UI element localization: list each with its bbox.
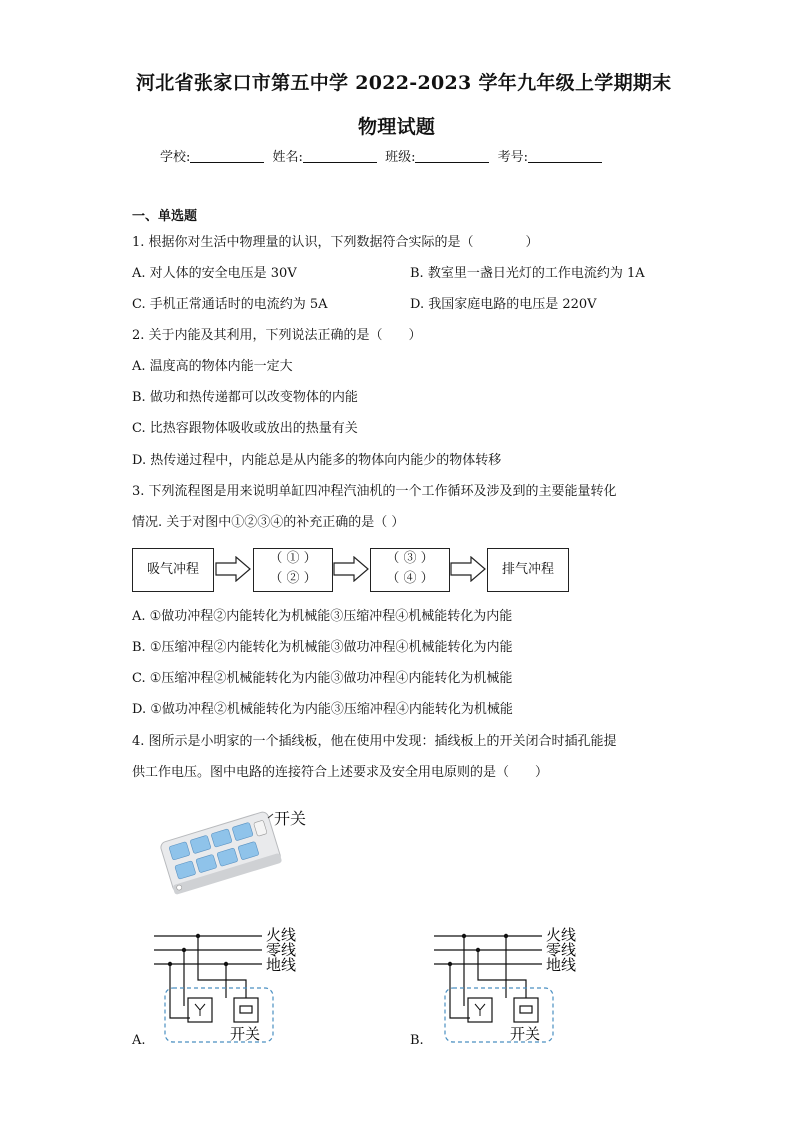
q3-stem-line2: 情况. 关于对图中①②③④的补充正确的是（ ） <box>132 515 405 530</box>
flow-exhaust-box <box>487 548 569 592</box>
q1-option-d: D. 我国家庭电路的电压是 220V <box>410 297 597 312</box>
exam-number-label: 考号: <box>497 150 528 165</box>
exam-number-blank <box>528 148 602 163</box>
page-title: 河北省张家口市第五中学 2022-2023 学年九年级上学期期末 <box>136 72 672 94</box>
flow-arrow-2 <box>332 556 370 582</box>
q1-option-a: A. 对人体的安全电压是 30V <box>132 266 297 281</box>
class-blank <box>415 148 489 163</box>
flow-box-2-top: （ ③ ） <box>386 551 434 566</box>
name-label: 姓名: <box>272 150 303 165</box>
circuit-diagram-b <box>430 918 590 1048</box>
q3-stem-line1: 3. 下列流程图是用来说明单缸四冲程汽油机的一个工作循环及涉及到的主要能量转化 <box>132 484 617 499</box>
section-title: 一、单选题 <box>132 209 198 224</box>
circuit-a-switch-label: 开关 <box>230 1025 261 1043</box>
student-info-fields <box>160 146 606 165</box>
school-blank <box>190 148 264 163</box>
class-label: 班级: <box>385 150 416 165</box>
q3-option-a: A. ①做功冲程②内能转化为机械能③压缩冲程④机械能转化为内能 <box>132 609 513 624</box>
q1-stem: 1. 根据你对生活中物理量的认识，下列数据符合实际的是（ ） <box>132 235 539 250</box>
q1-option-c: C. 手机正常通话时的电流约为 5A <box>132 297 328 312</box>
flow-arrow-1 <box>214 556 252 582</box>
q2-option-b: B. 做功和热传递都可以改变物体的内能 <box>132 390 358 405</box>
strip-switch-label: 开关 <box>274 809 307 828</box>
circuit-b-ground-label: 地线 <box>546 956 577 974</box>
flow-arrow-3 <box>449 556 487 582</box>
q4-option-a: A. <box>132 1033 146 1048</box>
q2-option-d: D. 热传递过程中，内能总是从内能多的物体向内能少的物体转移 <box>132 453 502 468</box>
q4-option-b: B. <box>410 1033 424 1048</box>
flow-intake-box <box>132 548 214 592</box>
flow-box-1-top: （ ① ） <box>269 551 317 566</box>
q3-option-c: C. ①压缩冲程②机械能转化为内能③做功冲程④内能转化为机械能 <box>132 671 513 686</box>
flow-box-1 <box>253 548 333 592</box>
q2-option-c: C. 比热容跟物体吸收或放出的热量有关 <box>132 421 358 436</box>
q2-stem: 2. 关于内能及其利用，下列说法正确的是（ ） <box>132 328 422 343</box>
q2-option-a: A. 温度高的物体内能一定大 <box>132 359 293 374</box>
circuit-a-live-label: 火线 <box>266 926 297 944</box>
page-subtitle: 物理试题 <box>358 116 436 138</box>
school-label: 学校: <box>160 150 191 165</box>
q3-option-d: D. ①做功冲程②机械能转化为内能③压缩冲程④内能转化为机械能 <box>132 702 513 717</box>
circuit-diagram-a <box>150 918 310 1048</box>
circuit-b-neutral-label: 零线 <box>546 941 577 959</box>
circuit-b-switch-label: 开关 <box>510 1025 541 1043</box>
q3-option-b: B. ①压缩冲程②内能转化为机械能③做功冲程④机械能转化为内能 <box>132 640 513 655</box>
flow-box-2-bottom: （ ④ ） <box>386 571 434 586</box>
q4-stem-line2: 供工作电压。图中电路的连接符合上述要求及安全用电原则的是（ ） <box>132 765 549 780</box>
flow-intake-label: 吸气冲程 <box>146 562 199 577</box>
name-blank <box>303 148 377 163</box>
circuit-a-neutral-label: 零线 <box>266 941 297 959</box>
flow-box-2 <box>370 548 450 592</box>
flow-box-1-bottom: （ ② ） <box>269 571 317 586</box>
circuit-a-ground-label: 地线 <box>266 956 297 974</box>
circuit-b-live-label: 火线 <box>546 926 577 944</box>
q1-option-b: B. 教室里一盏日光灯的工作电流约为 1A <box>410 266 645 281</box>
flow-exhaust-label: 排气冲程 <box>501 562 554 577</box>
q4-stem-line1: 4. 图所示是小明家的一个插线板，他在使用中发现：插线板上的开关闭合时插孔能提 <box>132 734 617 749</box>
